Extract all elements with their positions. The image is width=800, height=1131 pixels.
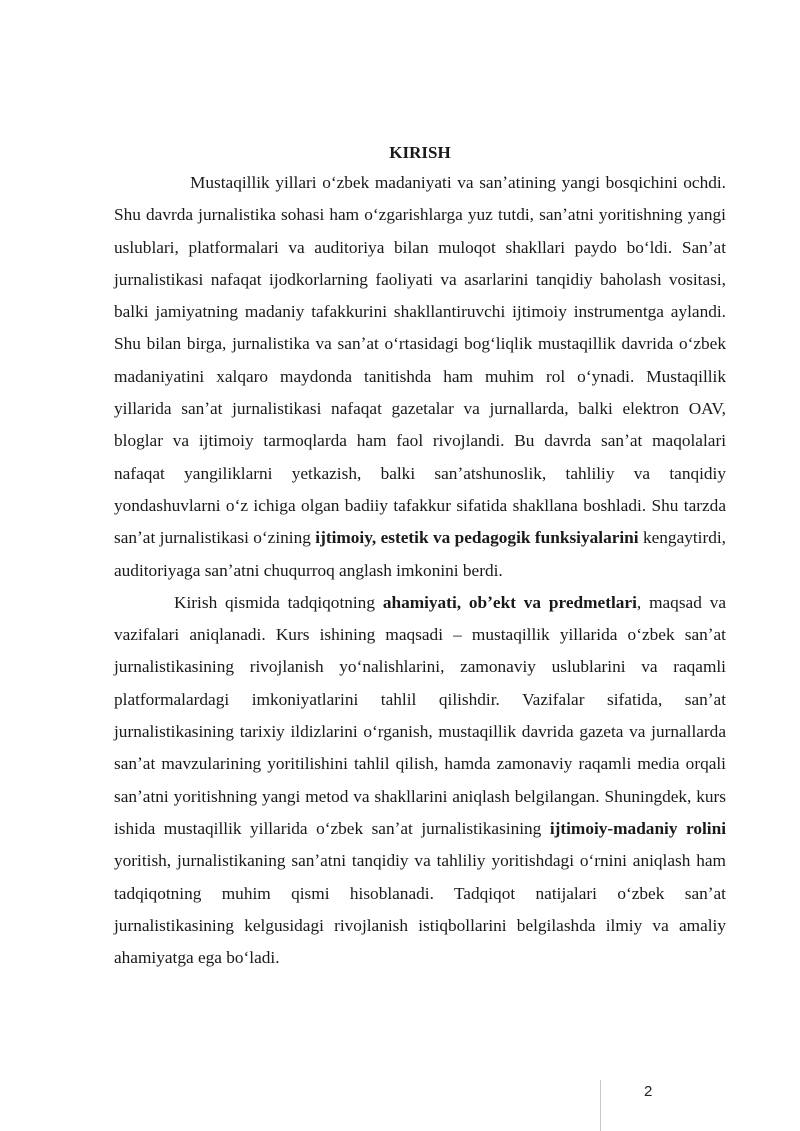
paragraph-text: Mustaqillik yillari oʻzbek madaniyati va sanʼatining yangi bosqichini ochdi. Shu davrda jurnalistika sohasi ham oʻzgarishlarga yuz tutdi, sanʼatni yoritishning yangi uslublari, platformalari va auditoriya bilan muloqot shakllari paydo boʻldi. Sanʼat jurnalistikasi nafaqat ijodkorlarning faoliyati va asarlarini tanqidiy baholash vositasi, balki jamiyatning madaniy tafakkurini shakllantiruvchi ijtimoiy instrumentga aylandi. Shu bilan birga, jurnalistika va sanʼat oʻrtasidagi bogʻliqlik mustaqillik davrida oʻzbek madaniyatini xalqaro maydonda tanitishda ham muhim rol oʻynadi. Mustaqillik yillarida sanʼat jurnalistikasi nafaqat gazetalar va jurnallarda, balki elektron OAV, bloglar va ijtimoiy tarmoqlarda ham faol rivojlandi. Bu davrda sanʼat maqolalari nafaqat yangiliklarni yetkazish, balki sanʼatshunoslik, tahliliy va tanqidiy yondashuvlarni oʻz ichiga olgan badiiy tafakkur sifatida shakllana boshladi. Shu tarzda sanʼat jurnalistikasi oʻzining: [114, 173, 726, 548]
bold-phrase: ahamiyati, obʼekt va predmetlari: [382, 592, 637, 612]
document-body: [114, 167, 726, 974]
paragraph-text: kengaytirdi, auditoriyaga sanʼatni chuqurroq anglash imkonini berdi.: [114, 528, 726, 580]
paragraph-text: , maqsad va vazifalari aniqlanadi. Kurs ishining maqsadi – mustaqillik yillarida oʻzbek sanʼat jurnalistikasining rivojlanish yoʻnalishlarini, zamonaviy uslublarini va raqamli platformalardagi imkoniyatlarini tahlil qilishdir. Vazifalar sifatida, sanʼat jurnalistikasining tarixiy ildizlarini oʻrganish, mustaqillik davrida gazeta va jurnallarda sanʼat mavzularining yoritilishini tahlil qilish, hamda zamonaviy raqamli media orqali sanʼatni yoritishning yangi metod va shakllarini aniqlash belgilangan. Shuningdek, kurs ishida mustaqillik yillarida oʻzbek sanʼat jurnalistikasining: [114, 592, 727, 838]
page-number: 2: [644, 1083, 653, 1100]
page-title: KIRISH: [389, 143, 451, 162]
bold-phrase: ijtimoiy, estetik va pedagogik funksiyalarini: [315, 528, 639, 548]
paragraph-text: Kirish qismida tadqiqotning: [174, 592, 383, 612]
paragraph-goals: [114, 587, 726, 975]
bold-phrase: ijtimoiy-madaniy rolini: [549, 818, 726, 838]
paragraph-intro: [114, 167, 726, 587]
paragraph-text: yoritish, jurnalistikaning sanʼatni tanqidiy va tahliliy yoritishdagi oʻrnini aniqlash ham tadqiqotning muhim qismi hisoblanadi. Tadqiqot natijalari oʻzbek sanʼat jurnalistikasining kelgusidagi rivojlanish istiqbollarini belgilashda ilmiy va amaliy ahamiyatga ega boʻladi.: [114, 851, 726, 968]
footer-divider: [600, 1080, 601, 1131]
